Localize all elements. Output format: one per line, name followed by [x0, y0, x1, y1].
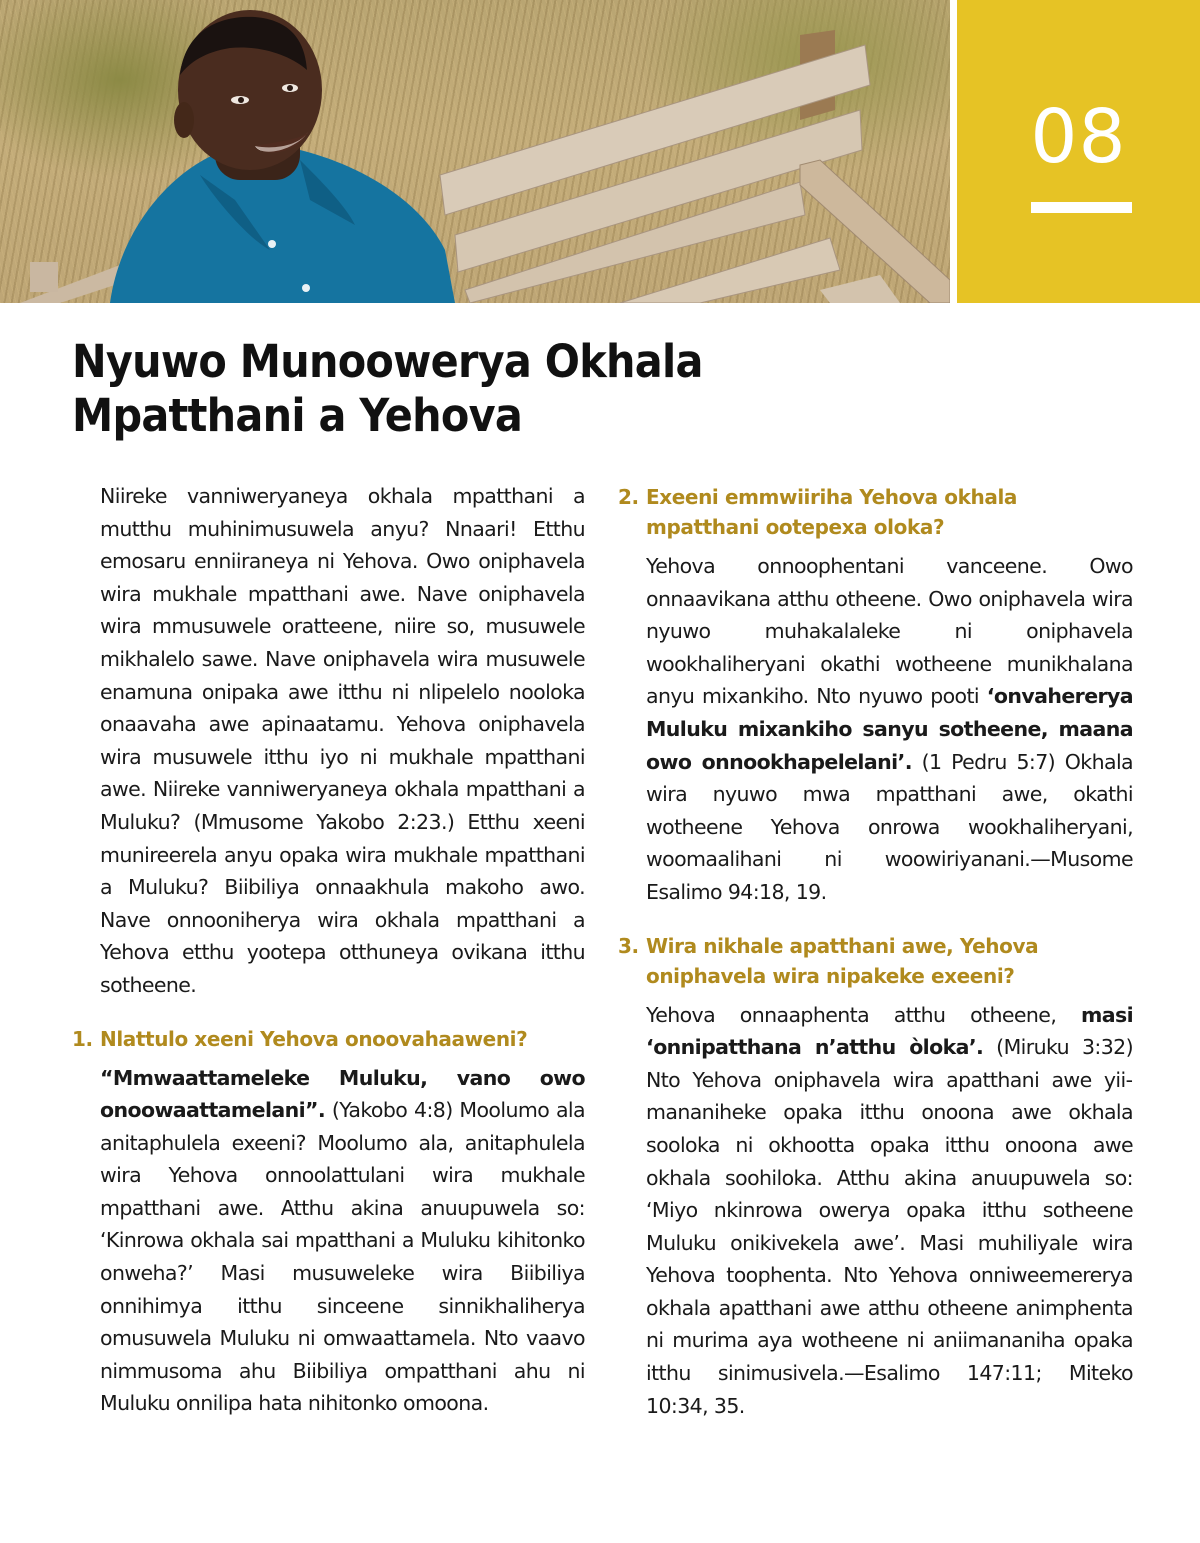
question-heading: [618, 931, 1133, 991]
header-photo: [0, 0, 950, 303]
answer-text: (Yakobo 4:8) Moolumo ala anitaphulela exeeni? Moolumo ala, anitaphulela wira Yehova onnoolattulani wira mukhale mpatthani awe. Atthu akina anuupuwela so: ‘Kinrowa okhala sai mpatthani a Muluku kihitonko onweha?’ Masi musuweleke wira Biibiliya onnihimya itthu sinceene sinnikhaliherya omusuwela Muluku ni omwaattamela. Nto vaavo nimmusoma ahu Biibiliya ompatthani ahu ni Muluku onnilipa hata nihitonko omoona.: [100, 1098, 585, 1416]
right-column: [618, 482, 1133, 1422]
question-heading: [618, 482, 1133, 542]
answer-paragraph: [100, 1062, 585, 1421]
chapter-badge: [957, 0, 1200, 303]
left-column: [72, 480, 585, 1420]
question-number: 2.: [618, 485, 639, 509]
intro-paragraph: Niireke vanniweryaneya okhala mpatthani a mutthu muhinimusuwela anyu? Nnaari! Etthu emosaru enniiraneya ni Yehova. Owo oniphavela wira mukhale mpatthani awe. Nave oniphavela wira mmusuwele oratteene, niire so, musuwele mikhalelo sawe. Nave oniphavela wira musuwele enamuna onipaka awe itthu ni nlipelelo nooloka onaavaha awe apinaatamu. Yehova oniphavela wira musuwele itthu iyo ni mukhale mpatthani awe. Niireke vanniweryaneya okhala mpatthani a Muluku? (Mmusome Yakobo 2:23.) Etthu xeeni munireerela anyu opaka wira mukhale mpatthani a Muluku? Biibiliya onnaakhula makoho awo. Nave onnooniherya wira okhala mpatthani a Yehova etthu yootepa otthuneya ovikana itthu sotheene.: [100, 484, 585, 997]
page-title-line-2: Mpatthani a Yehova: [72, 389, 523, 442]
question-text: Wira nikhale apatthani awe, Yehova oniphavela wira nipakeke exeeni?: [646, 933, 1039, 988]
answer-text: Yehova onnoophentani vanceene. Owo onnaavikana atthu otheene. Owo oniphavela wira nyuwo muhakalaleke ni oniphavela wookhaliheryani okathi wotheene munikhalana anyu mixankiho. Nto nyuwo pooti: [646, 554, 1133, 709]
question-section-3: [618, 931, 1133, 1423]
question-section-2: [618, 482, 1133, 909]
question-number: 3.: [618, 933, 639, 958]
answer-text: (1 Pedru 5:7) Okhala wira nyuwo mwa mpatthani awe, okathi wotheene Yehova onrowa wookhaliheryani, woomaalihani ni woowiriyanani.—Musome Esalimo 94:18, 19.: [646, 749, 1133, 904]
question-text: Exeeni emmwiiriha Yehova okhala mpatthani ootepexa oloka?: [646, 485, 1018, 539]
page-title-line-1: Nyuwo Munoowerya Okhala: [72, 335, 703, 388]
page-title: [72, 335, 771, 443]
answer-paragraph: [646, 999, 1133, 1423]
chapter-number-underline: [1031, 202, 1132, 213]
answer-text: Yehova onnaaphenta atthu otheene,: [646, 1002, 1081, 1027]
answer-text: (Miruku 3:32) Nto Yehova oniphavela wira apatthani awe yiimananiheke opaka itthu onoona awe okhala sooloka ni okhootta opaka itthu onoona awe okhala soohiloka. Atthu akina anuupuwela so: ‘Miyo nkinrowa owerya opaka itthu sotheene Muluku onikivekela awe’. Masi muhiliyale wira Yehova toophenta. Nto Yehova onniweemererya okhala apatthani awe atthu otheene animphenta ni murima aya wotheene ni aniimananiha opaka itthu sinimusivela.—Esalimo 147:11; Miteko 10:34, 35.: [646, 1035, 1133, 1418]
question-text: Nlattulo xeeni Yehova onoovahaaweni?: [100, 1026, 528, 1051]
man: [110, 10, 455, 303]
scripture-quote: ‘onvahererya Muluku mixankiho sanyu sotheene, maana owo onnookhapelelani’.: [646, 684, 1133, 774]
scripture-quote: masi ‘onnipatthana n’atthu òloka’.: [646, 1002, 1133, 1060]
question-section-1: [72, 1024, 585, 1421]
chapter-number: 08: [1030, 94, 1127, 180]
photo-illustration: [0, 0, 950, 303]
question-heading: [72, 1024, 585, 1054]
answer-paragraph: [646, 550, 1133, 909]
question-number: 1.: [72, 1026, 93, 1051]
scripture-quote: “Mmwaattameleke Muluku, vano owo onoowaattamelani”.: [100, 1065, 585, 1123]
